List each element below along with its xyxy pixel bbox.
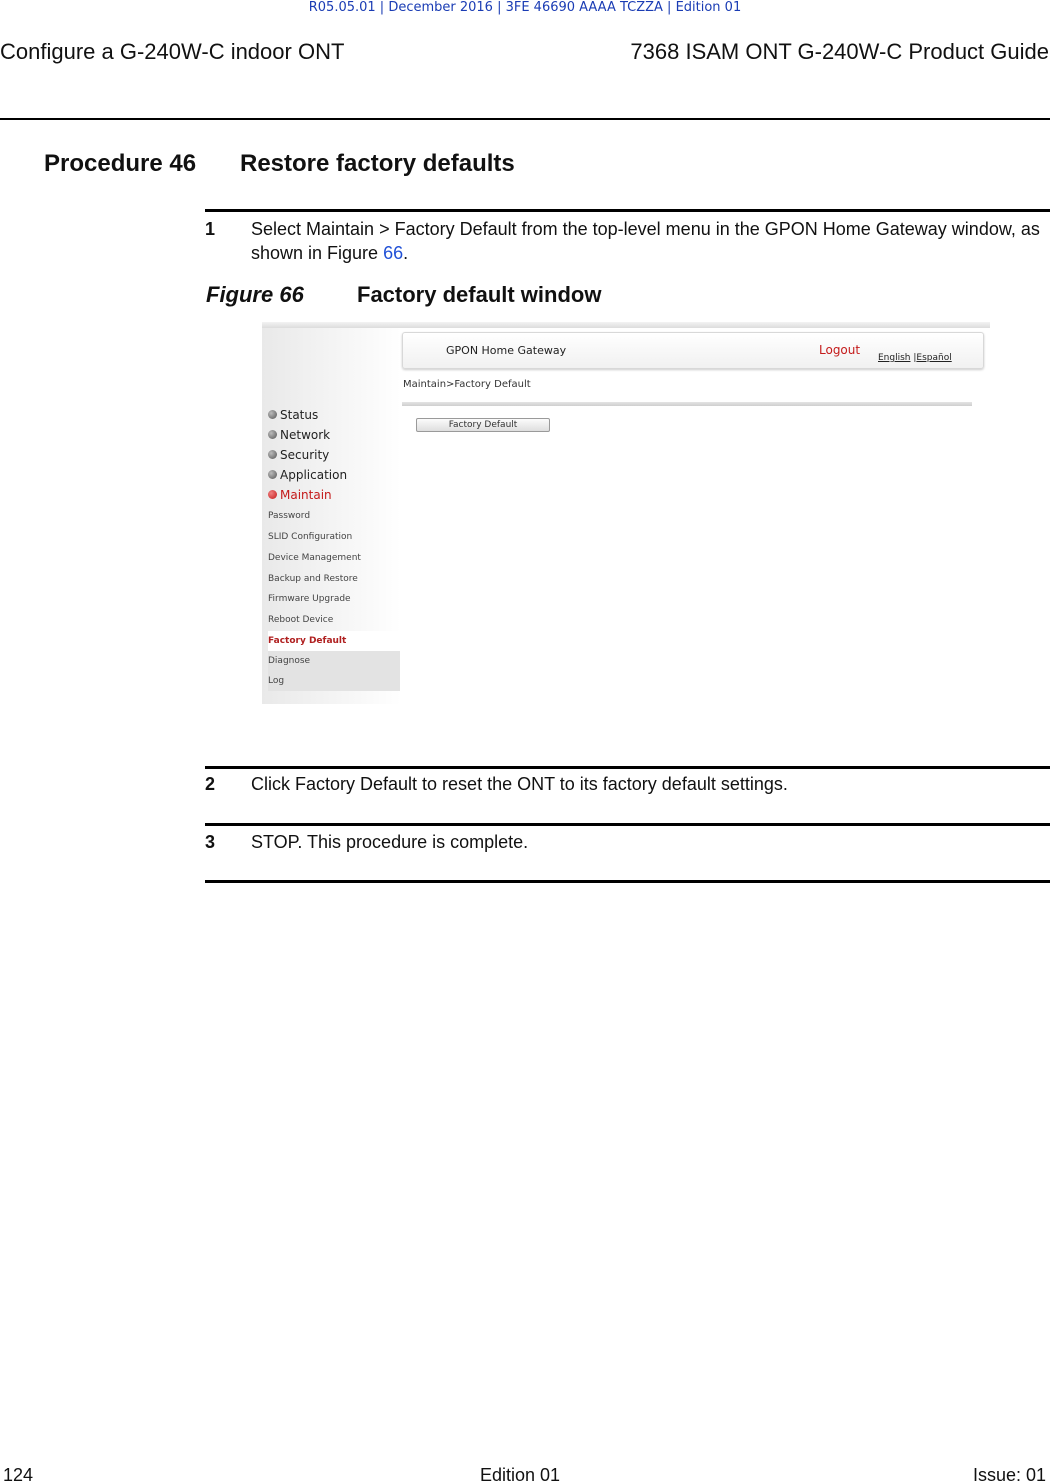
document-ribbon: R05.05.01 | December 2016 | 3FE 46690 AAAA TCZZA | Edition 01	[308, 0, 742, 15]
step-number: 1	[205, 219, 216, 239]
factory-default-button[interactable]: Factory Default	[416, 418, 550, 432]
step-divider	[205, 209, 1050, 212]
menu-status[interactable]: Status	[268, 408, 398, 422]
step-text: Click Factory Default to reset the ONT to its factory default settings.	[251, 774, 788, 794]
footer-edition: Edition 01	[480, 1465, 561, 1484]
header-divider	[0, 118, 1050, 120]
factory-default-screenshot	[262, 322, 990, 704]
submenu-log[interactable]: Log	[268, 671, 400, 691]
menu-maintain[interactable]: Maintain	[268, 488, 398, 502]
lang-spanish-link[interactable]: Español	[916, 353, 952, 363]
procedure-end-divider	[205, 880, 1050, 883]
submenu-firmware-upgrade[interactable]: Firmware Upgrade	[268, 594, 351, 604]
figure-link[interactable]: 66	[383, 243, 404, 263]
menu-application[interactable]: Application	[268, 468, 398, 482]
figure-caption	[206, 282, 602, 308]
gateway-header	[402, 332, 984, 369]
procedure-heading	[44, 150, 515, 178]
bullet-icon	[268, 470, 277, 479]
page-number: 124	[3, 1465, 34, 1484]
bullet-icon	[268, 490, 277, 499]
submenu-slid-configuration[interactable]: SLID Configuration	[268, 532, 353, 542]
header-guide-title: 7368 ISAM ONT G-240W-C Product Guide	[630, 39, 1049, 64]
figure-title: Factory default window	[357, 282, 602, 307]
step-number: 2	[205, 774, 216, 794]
breadcrumb: Maintain>Factory Default	[403, 379, 531, 390]
bullet-icon	[268, 410, 277, 419]
figure-label: Figure 66	[206, 282, 304, 307]
submenu-backup-restore[interactable]: Backup and Restore	[268, 574, 358, 584]
bullet-icon	[268, 450, 277, 459]
breadcrumb-divider	[402, 402, 972, 406]
submenu-factory-default[interactable]: Factory Default	[268, 631, 400, 651]
lang-english-link[interactable]: English	[878, 353, 911, 363]
menu-security[interactable]: Security	[268, 448, 398, 462]
logout-link[interactable]: Logout	[819, 343, 861, 357]
submenu-diagnose[interactable]: Diagnose	[268, 651, 400, 671]
menu-network[interactable]: Network	[268, 428, 398, 442]
submenu-password[interactable]: Password	[268, 511, 311, 521]
submenu-reboot-device[interactable]: Reboot Device	[268, 615, 334, 625]
step-number: 3	[205, 832, 216, 852]
submenu-device-management[interactable]: Device Management	[268, 553, 361, 563]
gateway-title: GPON Home Gateway	[446, 344, 567, 357]
footer-issue: Issue: 01	[972, 1465, 1046, 1484]
header-chapter-title: Configure a G-240W-C indoor ONT	[0, 39, 345, 64]
step-text: Select Maintain > Factory Default from the top-level menu in the GPON Home Gateway window, as shown in Figure 66.	[251, 219, 1040, 263]
bullet-icon	[268, 430, 277, 439]
step-divider	[205, 766, 1050, 769]
language-switch: English |Español	[878, 353, 952, 363]
gateway-sidebar	[262, 328, 401, 704]
step-text: STOP. This procedure is complete.	[251, 832, 529, 852]
procedure-title: Restore factory defaults	[240, 150, 515, 177]
procedure-label: Procedure 46	[44, 150, 197, 177]
step-divider	[205, 823, 1050, 826]
